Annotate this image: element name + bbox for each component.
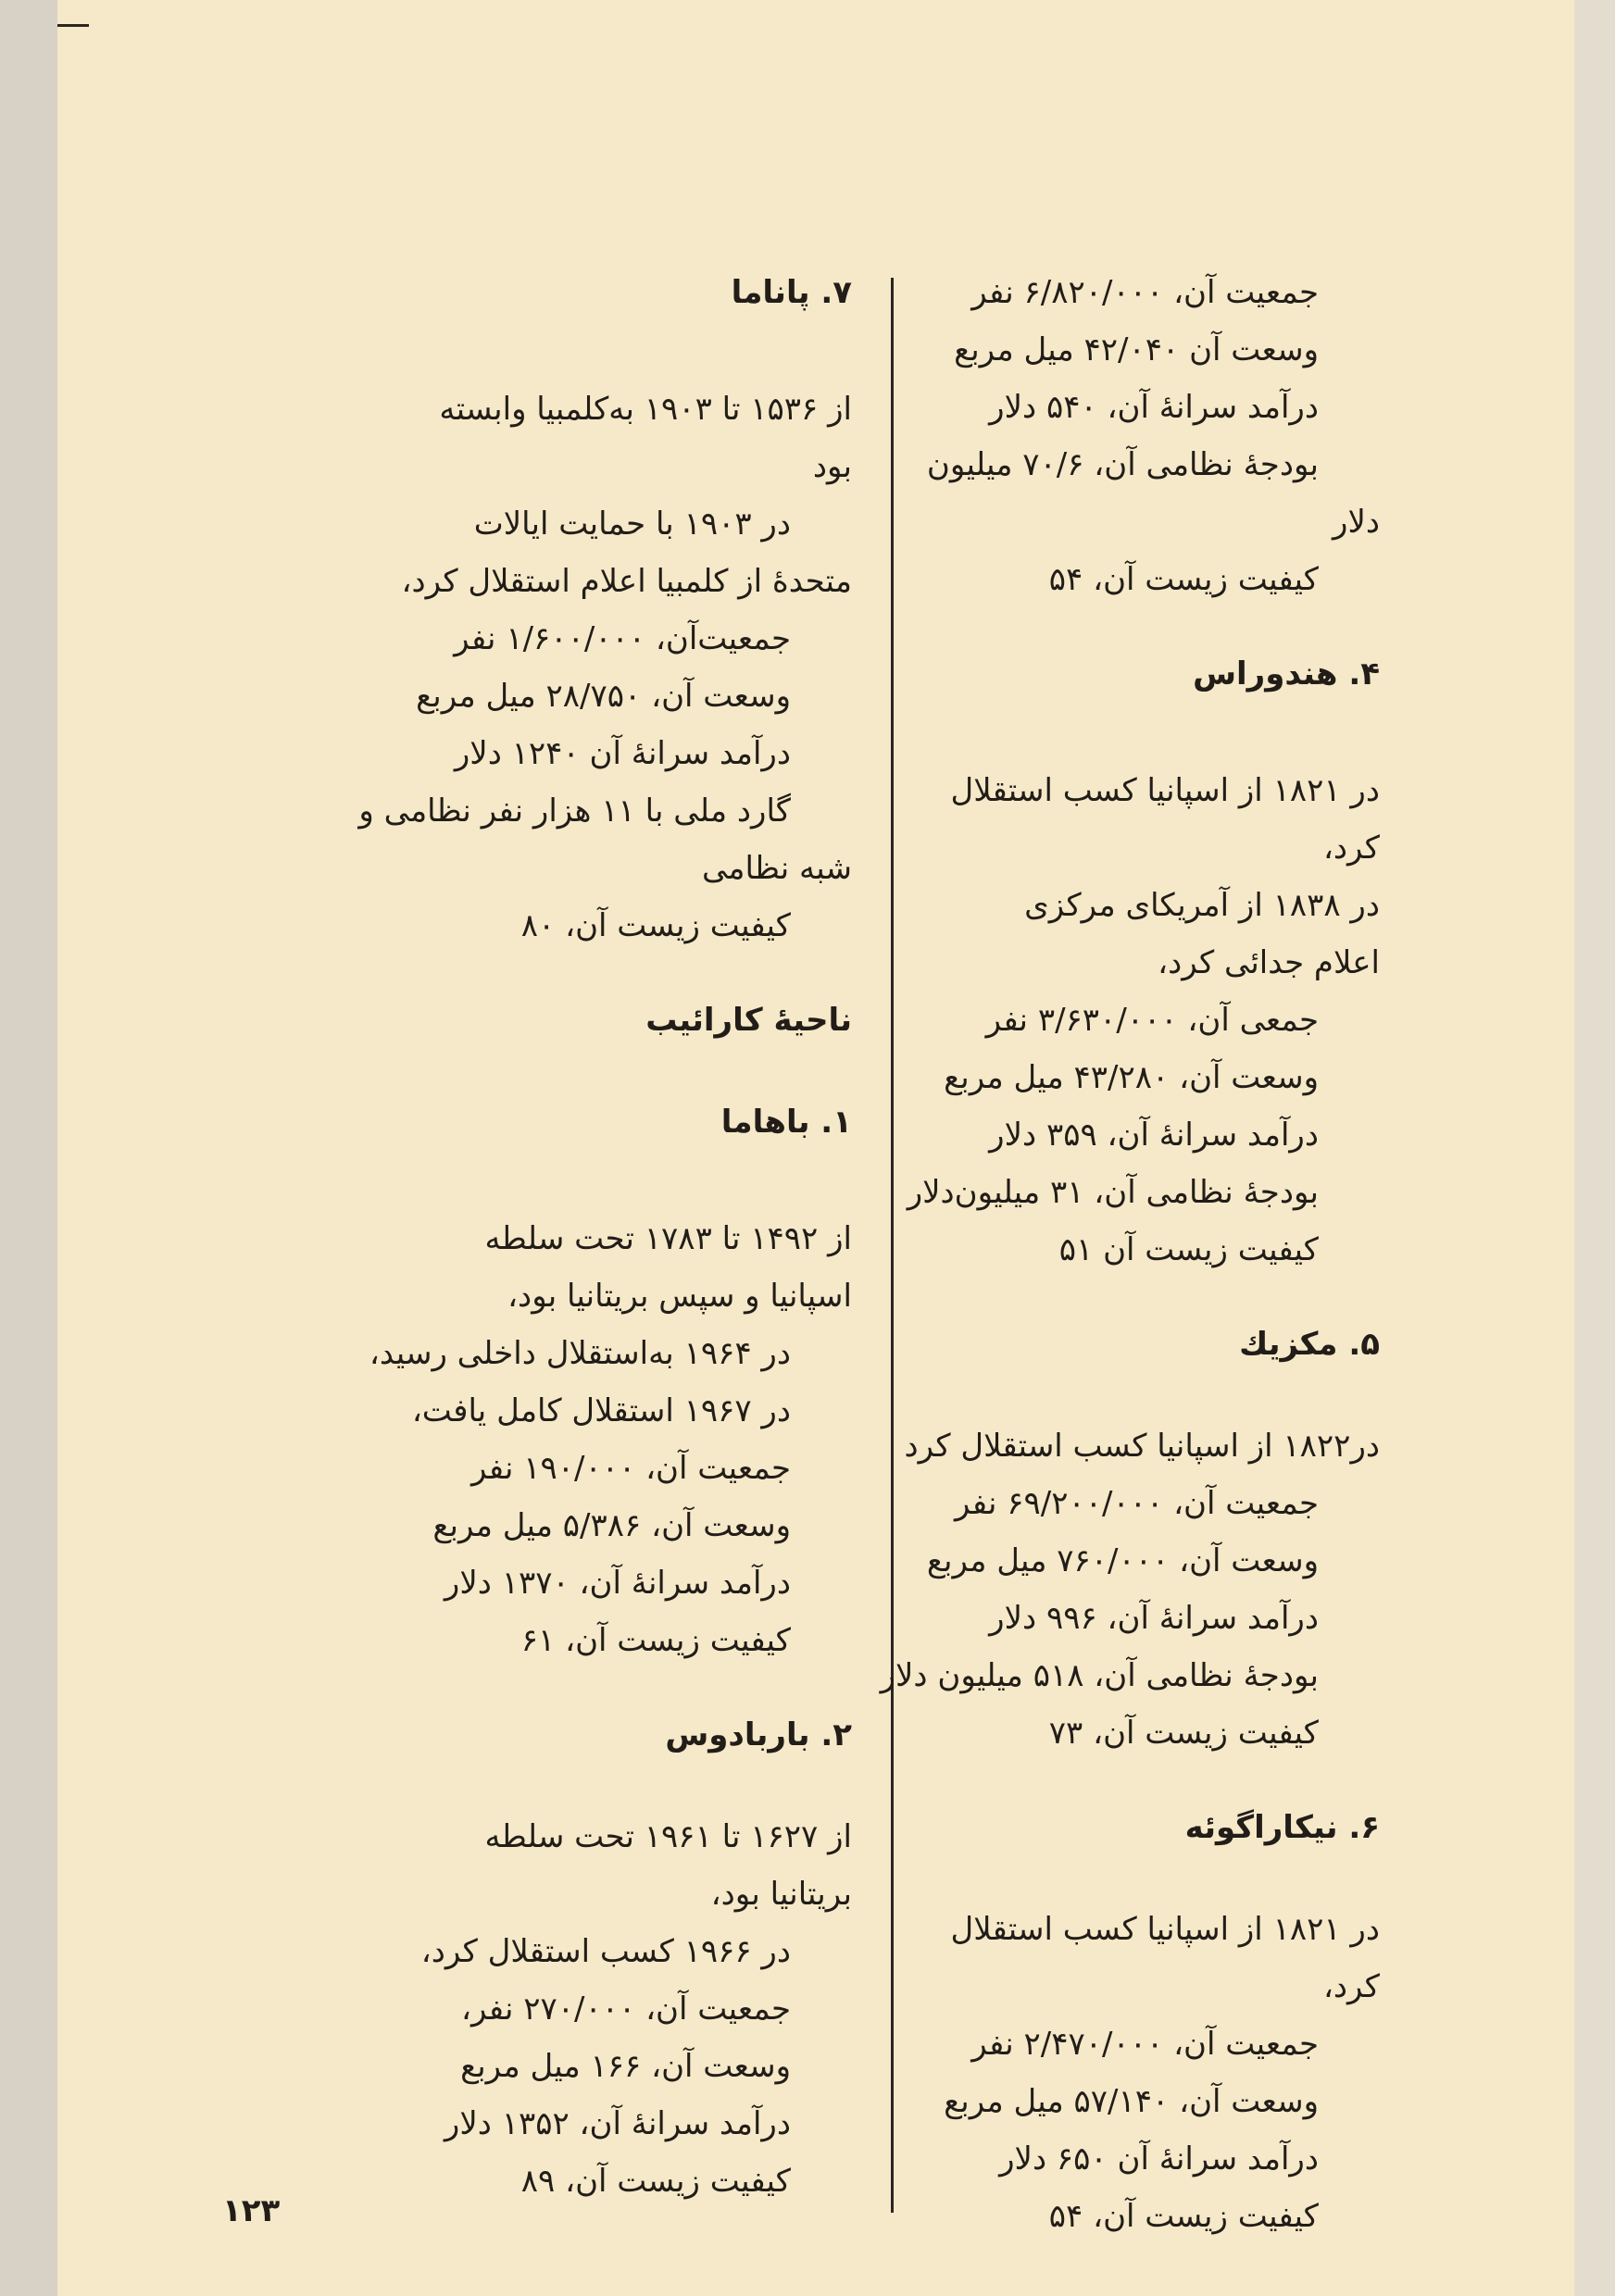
text-line: بودجهٔ نظامی آن، ۷۰/۶ میلیون bbox=[926, 446, 1319, 483]
column-divider bbox=[891, 278, 894, 2213]
corner-mark bbox=[57, 24, 89, 27]
section-panama bbox=[278, 264, 852, 955]
text-line: بودجهٔ نظامی آن، ۵۱۸ میلیون دلار bbox=[880, 1657, 1319, 1694]
section-lines bbox=[278, 381, 852, 955]
text-line: درآمد سرانهٔ آن، ۱۳۷۰ دلار bbox=[444, 1565, 791, 1602]
text-line: وسعت آن، ۵/۳۸۶ میل مربع bbox=[432, 1507, 791, 1544]
text-line: درآمد سرانهٔ آن، ۹۹۶ دلار bbox=[989, 1600, 1319, 1637]
text-line: کیفیت زیست آن، ۵۴ bbox=[1048, 561, 1319, 598]
text-line: بود bbox=[812, 448, 852, 485]
text-line: جمعیت آن، ۱۹۰/۰۰۰ نفر bbox=[471, 1450, 791, 1487]
region-title: ناحیهٔ کارائیب bbox=[645, 1002, 852, 1039]
right-column bbox=[880, 264, 1380, 2282]
text-line: وسعت آن، ۲۸/۷۵۰ میل مربع bbox=[416, 678, 791, 715]
text-line: جمعیت آن، ۶/۸۲۰/۰۰۰ نفر bbox=[971, 274, 1319, 311]
text-line: جمعیت‌آن، ۱/۶۰۰/۰۰۰ نفر bbox=[454, 620, 791, 657]
section-mexico bbox=[880, 1316, 1380, 1762]
section-lines bbox=[908, 1901, 1380, 2245]
left-column bbox=[278, 264, 852, 2247]
text-line: وسعت آن، ۴۳/۲۸۰ میل مربع bbox=[944, 1059, 1319, 1096]
text-line: کیفیت زیست آن، ۵۴ bbox=[1048, 2198, 1319, 2235]
text-line: در ۱۸۳۸ از آمریکای مرکزی bbox=[1024, 887, 1380, 924]
text-line: درآمد سرانهٔ آن ۶۵۰ دلار bbox=[999, 2140, 1319, 2177]
text-line: وسعت آن، ۵۷/۱۴۰ میل مربع bbox=[944, 2083, 1319, 2120]
text-line: کیفیت زیست آن، ۸۰ bbox=[520, 907, 791, 944]
text-line: کرد، bbox=[1322, 1968, 1380, 2005]
text-line: شبه نظامی bbox=[701, 850, 852, 887]
text-line: بریتانیا بود، bbox=[710, 1876, 852, 1913]
text-line: درآمد سرانهٔ آن، ۱۳۵۲ دلار bbox=[444, 2105, 791, 2142]
section-barbados bbox=[278, 1706, 852, 2210]
section-nicaragua bbox=[908, 1799, 1380, 2245]
text-line: در ۱۹۰۳ با حمایت ایالات bbox=[473, 505, 791, 543]
text-line: در ۱۸۲۱ از اسپانیا کسب استقلال bbox=[950, 772, 1380, 809]
section-lines bbox=[278, 1210, 852, 1669]
text-line: جمعیت آن، ۲۷۰/۰۰۰ نفر، bbox=[461, 1990, 791, 2028]
text-line: کرد، bbox=[1322, 830, 1380, 867]
section-heading: ۲. باربادوس bbox=[665, 1716, 852, 1753]
text-line: در ۱۹۶۴ به‌استقلال داخلی رسید، bbox=[369, 1335, 791, 1372]
text-line: اسپانیا و سپس بریتانیا بود، bbox=[507, 1278, 852, 1315]
text-line: کیفیت زیست آن، ۸۹ bbox=[520, 2163, 791, 2200]
text-line: جمعی آن، ۳/۶۳۰/۰۰۰ نفر bbox=[985, 1002, 1319, 1039]
text-line: وسعت آن ۴۲/۰۴۰ میل مربع bbox=[954, 331, 1319, 368]
section-previous-country bbox=[908, 264, 1380, 608]
text-line: از ۱۴۹۲ تا ۱۷۸۳ تحت سلطه bbox=[484, 1220, 852, 1257]
text-line: از ۱۶۲۷ تا ۱۹۶۱ تحت سلطه bbox=[484, 1818, 852, 1855]
text-line: وسعت آن، ۱۶۶ میل مربع bbox=[460, 2048, 791, 2085]
text-line: درآمد سرانهٔ آن، ۳۵۹ دلار bbox=[989, 1117, 1319, 1154]
section-heading: ۵. مکزیك bbox=[1239, 1326, 1380, 1363]
text-line: در ۱۸۲۱ از اسپانیا کسب استقلال bbox=[950, 1911, 1380, 1948]
text-line: دلار bbox=[1333, 504, 1380, 541]
text-line: در ۱۹۶۶ کسب استقلال کرد، bbox=[420, 1933, 791, 1970]
text-line: کیفیت زیست آن، ۷۳ bbox=[1048, 1715, 1319, 1752]
section-honduras bbox=[908, 645, 1380, 1279]
section-heading: ۷. پاناما bbox=[731, 274, 852, 311]
section-heading: ۴. هندوراس bbox=[1193, 655, 1380, 693]
text-line: گارد ملی با ۱۱ هزار نفر نظامی و bbox=[358, 792, 791, 830]
text-line: بودجهٔ نظامی آن، ۳۱ میلیون‌دلار bbox=[907, 1174, 1319, 1211]
section-heading: ۶. نیکاراگوئه bbox=[1184, 1809, 1380, 1846]
text-line: در۱۸۲۲ از اسپانیا کسب استقلال کرد bbox=[904, 1428, 1380, 1465]
section-lines bbox=[908, 264, 1380, 608]
section-lines bbox=[880, 1417, 1380, 1762]
text-line: متحدهٔ از کلمبیا اعلام استقلال کرد، bbox=[401, 563, 852, 600]
text-line: کیفیت زیست آن ۵۱ bbox=[1058, 1231, 1319, 1268]
text-line: درآمد سرانهٔ آن، ۵۴۰ دلار bbox=[989, 389, 1319, 426]
text-line: کیفیت زیست آن، ۶۱ bbox=[520, 1622, 791, 1659]
text-line: از ۱۵۳۶ تا ۱۹۰۳ به‌کلمبیا وابسته bbox=[439, 391, 852, 428]
text-line: جمعیت آن، ۲/۴۷۰/۰۰۰ نفر bbox=[971, 2026, 1319, 2063]
section-lines bbox=[908, 762, 1380, 1279]
section-lines bbox=[278, 1808, 852, 2210]
text-line: درآمد سرانهٔ آن ۱۲۴۰ دلار bbox=[454, 735, 791, 772]
section-heading: ۱. باهاما bbox=[720, 1104, 852, 1141]
text-line: جمعیت آن، ۶۹/۲۰۰/۰۰۰ نفر bbox=[955, 1485, 1319, 1522]
section-bahamas bbox=[278, 1093, 852, 1669]
text-line: در ۱۹۶۷ استقلال کامل یافت، bbox=[411, 1392, 791, 1429]
page-fold bbox=[1574, 0, 1615, 2296]
text-line: اعلام جدائی کرد، bbox=[1158, 944, 1380, 981]
text-line: وسعت آن، ۷۶۰/۰۰۰ میل مربع bbox=[926, 1542, 1319, 1579]
page-number: ۱۲۳ bbox=[222, 2192, 281, 2229]
